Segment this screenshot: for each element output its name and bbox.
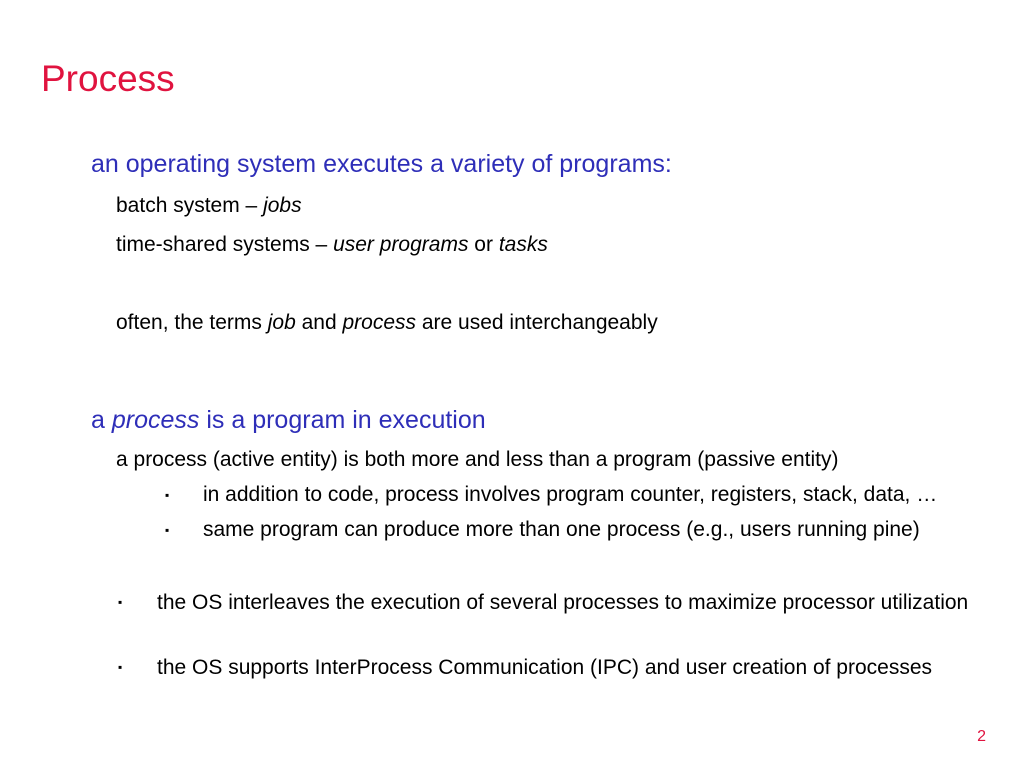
time-shared-user-programs: user programs bbox=[333, 233, 469, 256]
square-bullet-icon: ▪ bbox=[118, 595, 123, 609]
batch-system-jobs: jobs bbox=[263, 194, 302, 217]
terms-line bbox=[116, 310, 658, 336]
section2-heading-rest: is a program in execution bbox=[199, 406, 486, 434]
sub-bullet-item: in addition to code, process involves program counter, registers, stack, data, … bbox=[203, 483, 938, 506]
square-bullet-icon: ▪ bbox=[165, 488, 170, 502]
square-bullet-icon: ▪ bbox=[165, 523, 170, 537]
time-shared-text: time-shared systems – bbox=[116, 233, 334, 256]
slide-title: Process bbox=[41, 58, 175, 99]
batch-system-text: batch system – bbox=[116, 194, 264, 217]
terms-job: job bbox=[267, 311, 296, 334]
bullet-item: the OS supports InterProcess Communication (IPC) and user creation of processes bbox=[157, 656, 933, 679]
active-entity-line: a process (active entity) is both more and less than a program (passive entity) bbox=[116, 448, 839, 471]
terms-text-1: often, the terms bbox=[116, 311, 268, 334]
sub-bullet-item: same program can produce more than one process (e.g., users running pine) bbox=[203, 518, 920, 541]
time-shared-or: or bbox=[468, 233, 499, 256]
batch-system-line bbox=[116, 193, 302, 219]
section2-heading bbox=[91, 405, 486, 435]
square-bullet-icon: ▪ bbox=[118, 660, 123, 674]
time-shared-line bbox=[116, 232, 548, 258]
section2-heading-a: a bbox=[91, 406, 112, 434]
terms-text-2: are used interchangeably bbox=[416, 311, 658, 334]
time-shared-tasks: tasks bbox=[498, 233, 548, 256]
terms-process: process bbox=[342, 311, 417, 334]
terms-and: and bbox=[295, 311, 343, 334]
section2-heading-process: process bbox=[111, 406, 200, 434]
bullet-item: the OS interleaves the execution of several processes to maximize processor utilization bbox=[157, 591, 969, 614]
page-number: 2 bbox=[977, 728, 986, 745]
section1-heading: an operating system executes a variety of programs: bbox=[91, 150, 672, 178]
